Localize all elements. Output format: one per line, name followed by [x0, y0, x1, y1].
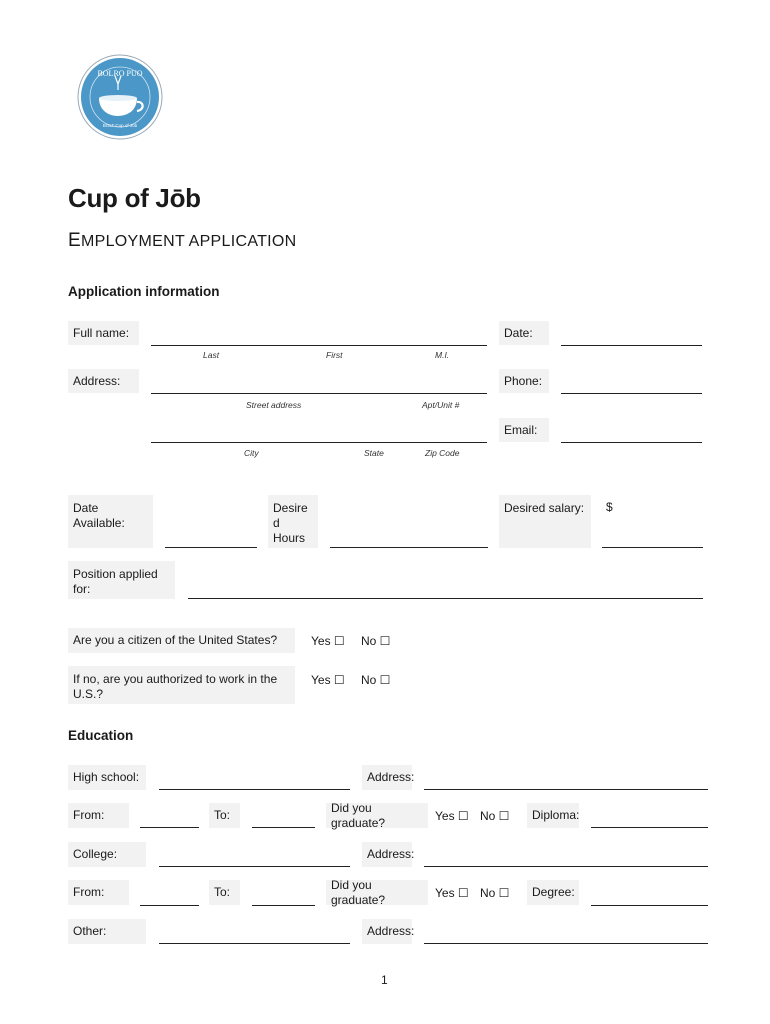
hs-from-field[interactable] — [140, 827, 199, 828]
diploma-field[interactable] — [591, 827, 708, 828]
date-field[interactable] — [561, 345, 702, 346]
phone-label: Phone: — [499, 369, 549, 393]
hint-first: First — [326, 350, 343, 360]
address-label: Address: — [68, 369, 139, 393]
street-address-field[interactable] — [151, 393, 487, 394]
subtitle-initial: E — [68, 230, 81, 251]
hs-graduate-question: Did you graduate? — [326, 803, 428, 828]
svg-text:BOLRO PUO: BOLRO PUO — [97, 69, 143, 78]
full-name-label: Full name: — [68, 321, 139, 345]
diploma-label: Diploma: — [527, 803, 579, 828]
full-name-field[interactable] — [151, 345, 487, 346]
other-field[interactable] — [159, 943, 350, 944]
citizen-no-checkbox[interactable]: No ☐ — [361, 634, 391, 648]
email-label: Email: — [499, 418, 549, 442]
section-education: Education — [68, 728, 134, 743]
college-graduate-yes-checkbox[interactable]: Yes ☐ — [435, 886, 469, 900]
desired-salary-field[interactable] — [602, 547, 703, 548]
hs-to-label: To: — [209, 803, 240, 828]
hs-to-field[interactable] — [252, 827, 315, 828]
authorized-yes-checkbox[interactable]: Yes ☐ — [311, 673, 345, 687]
hs-from-label: From: — [68, 803, 129, 828]
college-address-label: Address: — [362, 842, 412, 867]
position-field[interactable] — [188, 598, 703, 599]
svg-text:BOLT Cup of Job: BOLT Cup of Job — [102, 123, 138, 128]
college-from-label: From: — [68, 880, 129, 905]
desired-salary-label: Desired salary: — [499, 495, 591, 548]
college-from-field[interactable] — [140, 905, 199, 906]
section-application-info: Application information — [68, 284, 220, 299]
high-school-address-field[interactable] — [424, 789, 708, 790]
subtitle-rest: MPLOYMENT APPLICATION — [80, 233, 297, 250]
citizen-yes-checkbox[interactable]: Yes ☐ — [311, 634, 345, 648]
degree-field[interactable] — [591, 905, 708, 906]
hint-last: Last — [203, 350, 220, 360]
authorized-no-checkbox[interactable]: No ☐ — [361, 673, 391, 687]
college-to-field[interactable] — [252, 905, 315, 906]
page-number: 1 — [381, 973, 388, 987]
high-school-field[interactable] — [159, 789, 350, 790]
hint-state: State — [364, 448, 384, 458]
city-state-zip-field[interactable] — [151, 442, 487, 443]
citizen-question: Are you a citizen of the United States? — [68, 628, 295, 653]
authorized-question: If no, are you authorized to work in the U.S.? — [68, 666, 295, 704]
college-address-field[interactable] — [424, 866, 708, 867]
phone-field[interactable] — [561, 393, 702, 394]
degree-label: Degree: — [527, 880, 579, 905]
date-label: Date: — [499, 321, 549, 345]
date-available-label: Date Available: — [68, 495, 153, 548]
hint-mi: M.I. — [435, 350, 450, 360]
hint-city: City — [244, 448, 259, 458]
hint-apt-unit: Apt/Unit # — [422, 400, 460, 410]
college-graduate-question: Did you graduate? — [326, 880, 428, 905]
document-subtitle — [68, 230, 297, 252]
college-field[interactable] — [159, 866, 350, 867]
position-label: Position applied for: — [68, 561, 175, 599]
desired-hours-field[interactable] — [330, 547, 488, 548]
high-school-label: High school: — [68, 765, 146, 790]
dollar-sign: $ — [606, 500, 613, 514]
desired-hours-label: Desire d Hours — [268, 495, 318, 548]
college-graduate-no-checkbox[interactable]: No ☐ — [480, 886, 510, 900]
hs-graduate-yes-checkbox[interactable]: Yes ☐ — [435, 809, 469, 823]
hs-graduate-no-checkbox[interactable]: No ☐ — [480, 809, 510, 823]
college-to-label: To: — [209, 880, 240, 905]
hint-zip-code: Zip Code — [425, 448, 460, 458]
other-address-label: Address: — [362, 919, 412, 944]
other-address-field[interactable] — [424, 943, 708, 944]
hint-street-address: Street address — [246, 400, 302, 410]
company-logo — [77, 54, 163, 140]
other-label: Other: — [68, 919, 146, 944]
email-field[interactable] — [561, 442, 702, 443]
date-available-field[interactable] — [165, 547, 257, 548]
document-title: Cup of Jōb — [68, 183, 201, 213]
high-school-address-label: Address: — [362, 765, 412, 790]
college-label: College: — [68, 842, 146, 867]
